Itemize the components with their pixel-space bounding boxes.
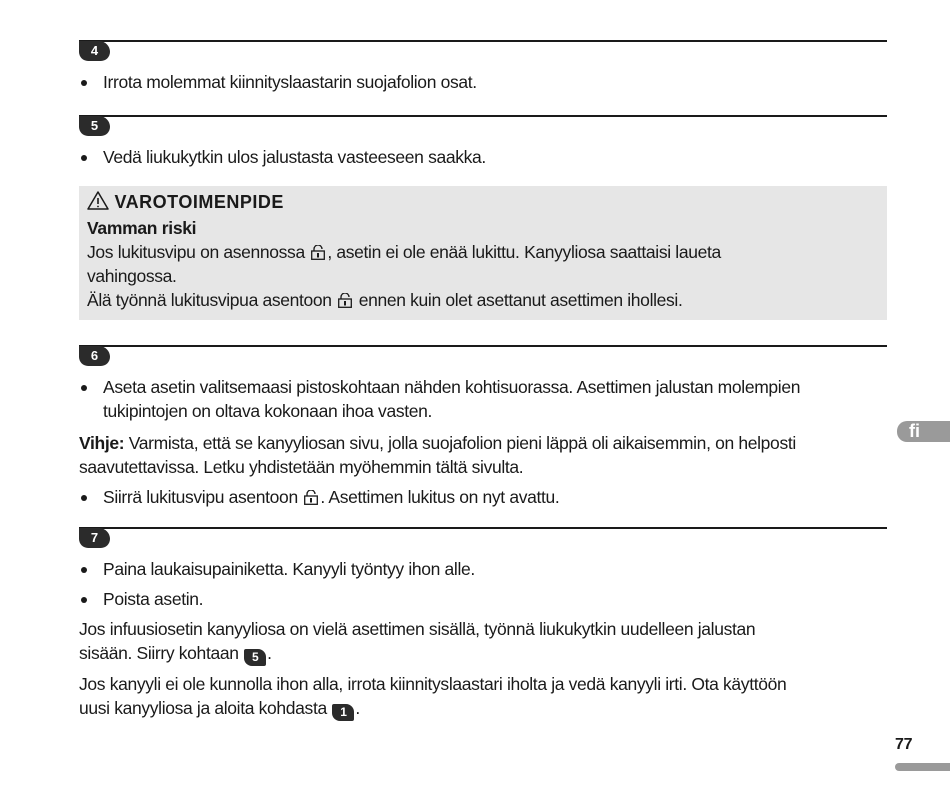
step-number-badge: 5 xyxy=(79,116,110,136)
caution-subtitle: Vamman riski xyxy=(87,218,197,238)
instruction-paragraph: Jos kanyyli ei ole kunnolla ihon alla, irrota kiinnityslaastari iholta ja vedä kanyyli irti. Ota käyttöön uusi kanyyliosa ja aloita kohdasta 1 . xyxy=(79,673,787,719)
unlocked-icon xyxy=(304,490,318,505)
bullet-item: Paina laukaisupainiketta. Kanyyli työntyy ihon alle. xyxy=(79,557,887,581)
hint-paragraph: Vihje: Varmista, että se kanyyliosan sivu, jolla suojafolion pieni läppä oli aikaisemmin, on helposti saavutettavissa. Letku yhdistetään myöhemmin tältä sivulta. xyxy=(79,432,796,477)
step-4 xyxy=(79,40,887,94)
page-bar xyxy=(895,763,950,771)
step-divider xyxy=(79,527,887,529)
step-divider xyxy=(79,345,887,347)
unlocked-icon xyxy=(338,293,352,308)
step-divider xyxy=(79,40,887,42)
unlocked-icon xyxy=(311,245,325,260)
step-reference-badge: 5 xyxy=(244,649,266,666)
step-6 xyxy=(79,345,887,509)
bullet-item: Vedä liukukytkin ulos jalustasta vasteeseen saakka. xyxy=(79,145,887,169)
caution-box xyxy=(79,186,887,320)
step-number-badge: 4 xyxy=(79,41,110,61)
step-5 xyxy=(79,115,887,169)
warning-triangle-icon xyxy=(87,191,109,210)
step-number-badge: 7 xyxy=(79,528,110,548)
bullet-item: Aseta asetin valitsemaasi pistoskohtaan nähden kohtisuorassa. Asettimen jalustan molempien tukipintojen on oltava kokonaan ihoa vasten. xyxy=(79,375,887,423)
language-tab: fi xyxy=(897,421,950,442)
bullet-item: Poista asetin. xyxy=(79,587,887,611)
instruction-paragraph: Jos infuusiosetin kanyyliosa on vielä asettimen sisällä, työnnä liukukytkin uudelleen jalustan sisään. Siirry kohtaan 5 . xyxy=(79,618,756,664)
page-number: 77 xyxy=(895,736,913,753)
step-7 xyxy=(79,527,887,721)
caution-text: Jos lukitusvipu on asennossa , asetin ei ole enää lukittu. Kanyyliosa saattaisi laueta vahingossa. Älä työnnä lukitusvipua asentoon ennen kuin olet asettanut asettimen ihollesi. xyxy=(87,242,721,310)
bullet-item: Irrota molemmat kiinnityslaastarin suojafolion osat. xyxy=(79,70,887,94)
caution-title: VAROTOIMENPIDE xyxy=(87,188,879,216)
step-number-badge: 6 xyxy=(79,346,110,366)
step-reference-badge: 1 xyxy=(332,704,354,721)
step-divider xyxy=(79,115,887,117)
bullet-item: Siirrä lukitusvipu asentoon . Asettimen lukitus on nyt avattu. xyxy=(79,485,887,509)
